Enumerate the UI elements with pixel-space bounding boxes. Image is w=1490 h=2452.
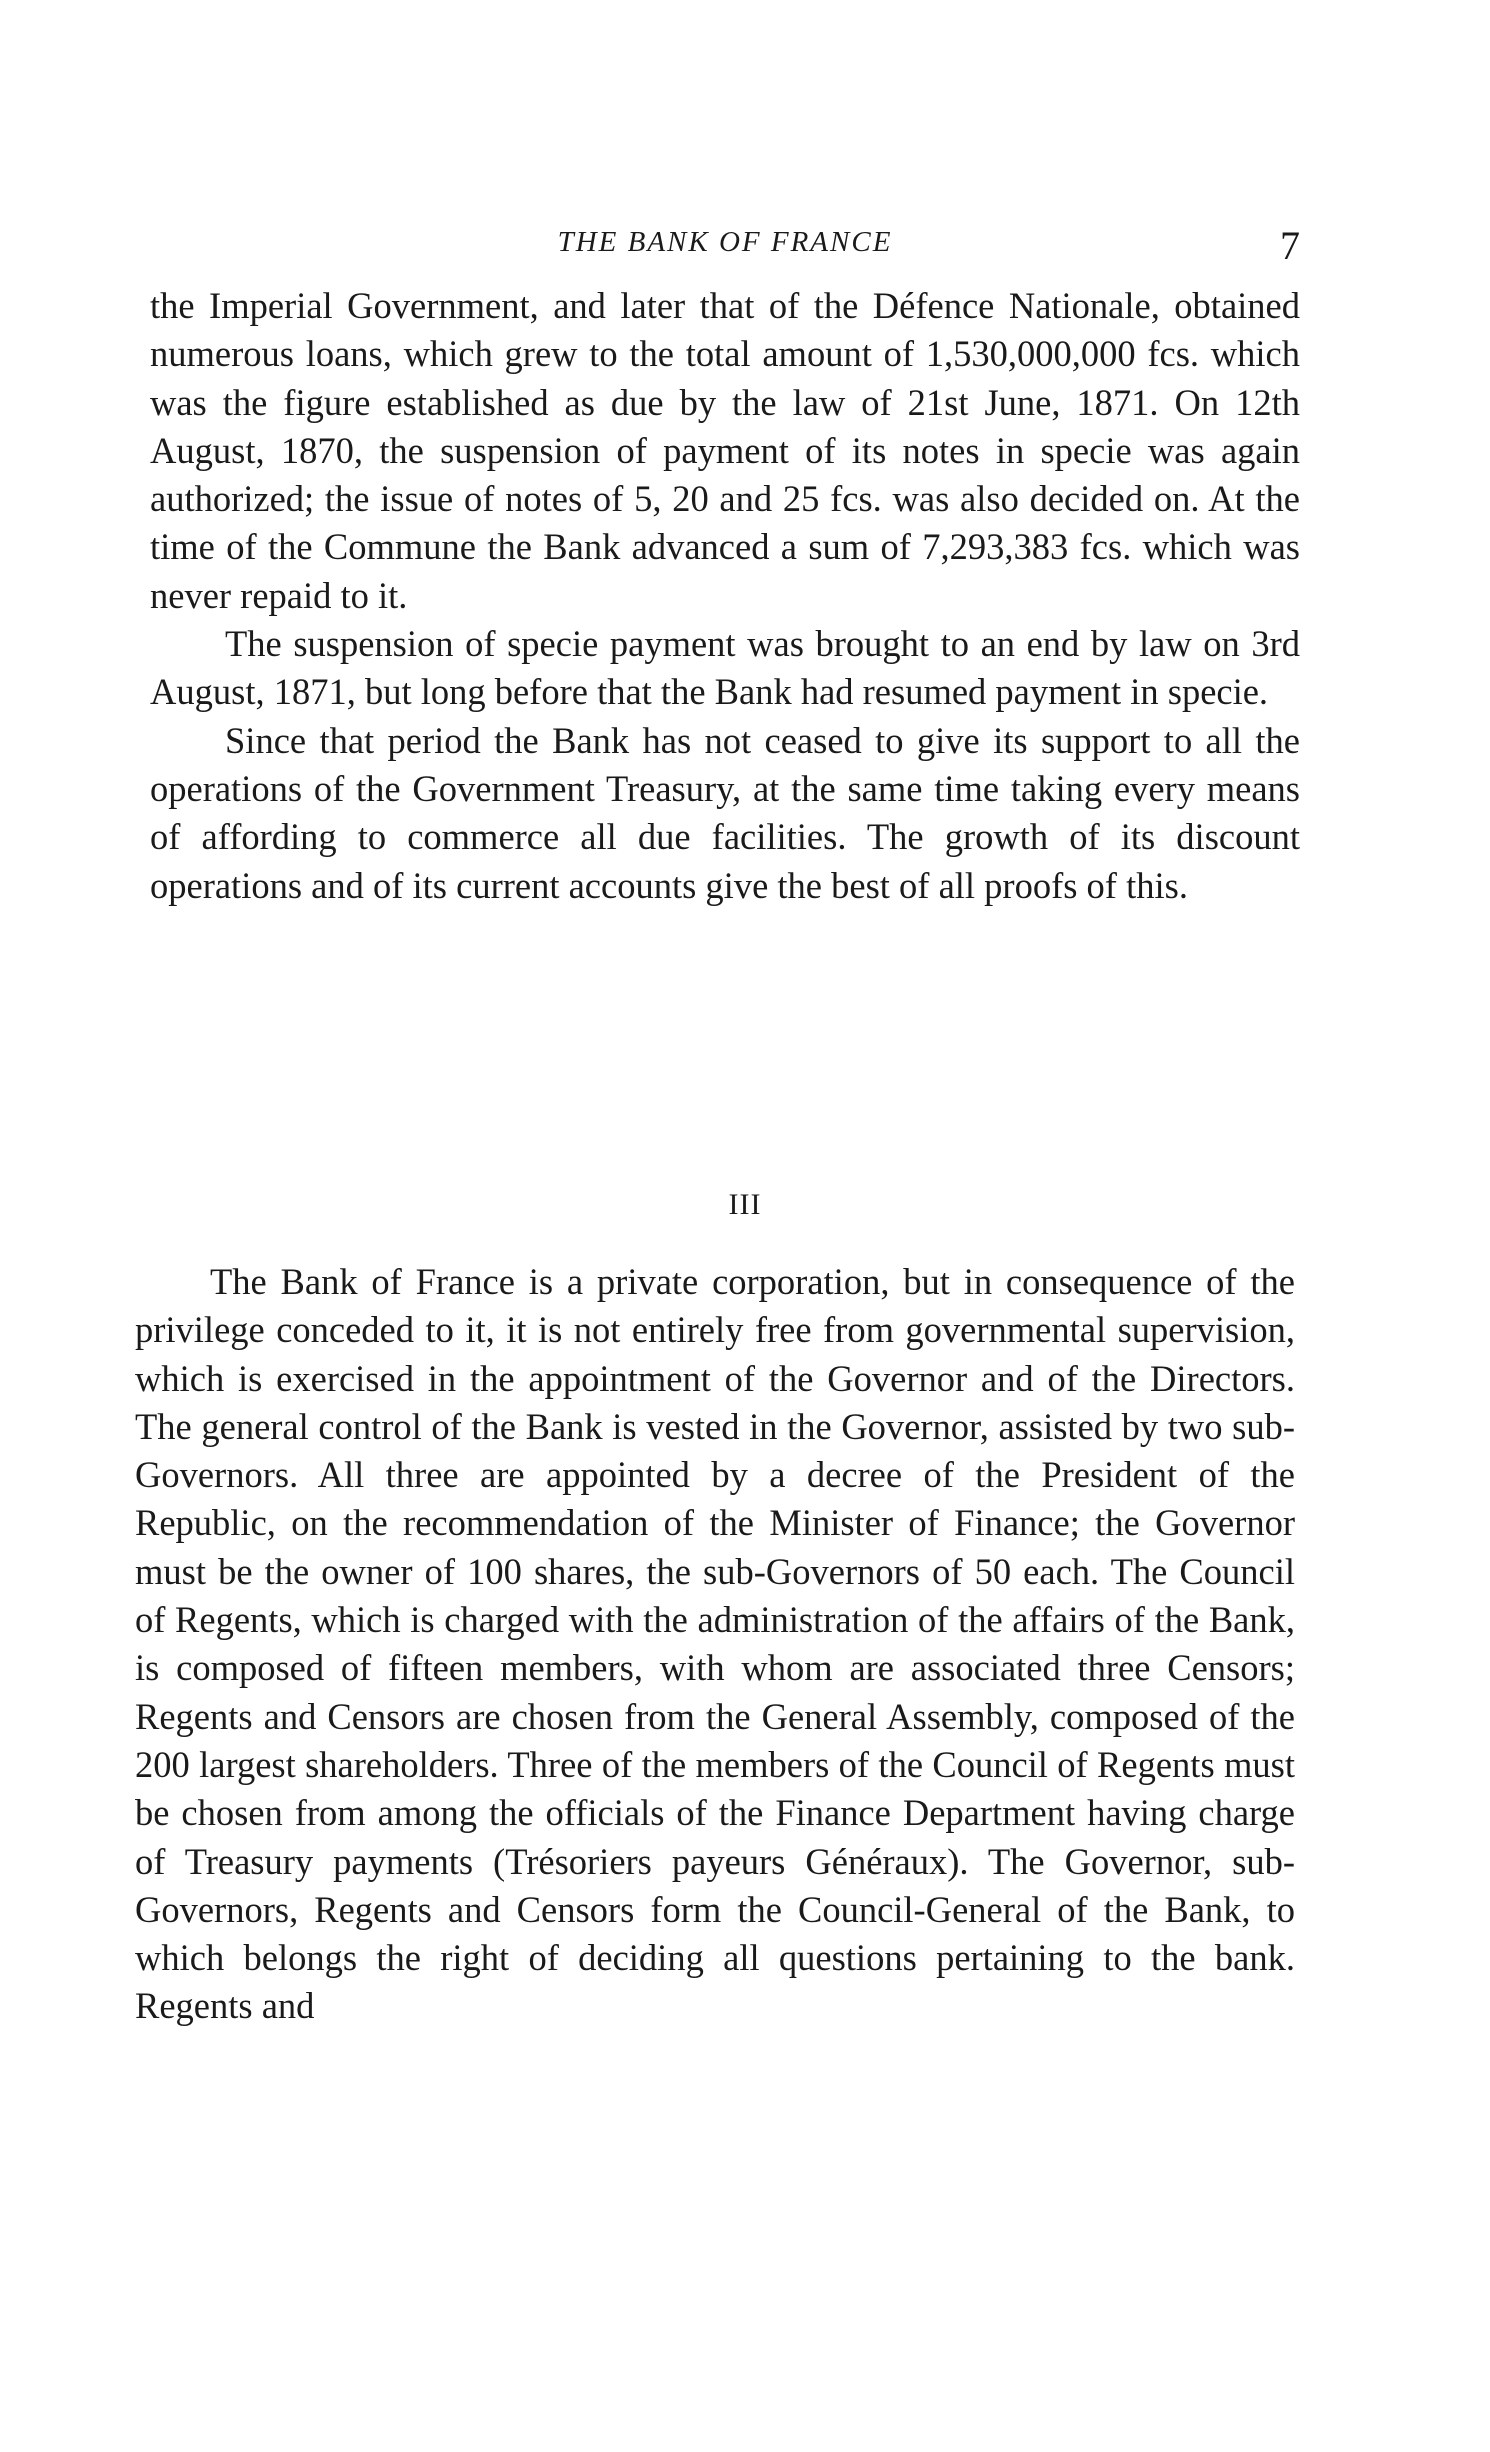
paragraph: The Bank of France is a private corporation, but in consequence of the privilege conceded to it, it is not entirely free from governmental supervision, which is exercised in the appointment of the Governor and of the Directors. The general control of the Bank is vested in the Governor, assisted by two sub-Governors. All three are appointed by a decree of the President of the Republic, on the recommendation of the Minister of Finance; the Governor must be the owner of 100 shares, the sub-Governors of 50 each. The Council of Regents, which is charged with the administration of the affairs of the Bank, is composed of fifteen members, with whom are associated three Censors; Regents and Censors are chosen from the General Assembly, composed of the 200 largest shareholders. Three of the members of the Council of Regents must be chosen from among the officials of the Finance Department having charge of Treasury payments (Trésoriers payeurs Généraux). The Governor, sub-Governors, Regents and Censors form the Council-General of the Bank, to which belongs the right of deciding all questions pertaining to the bank. Regents and <box>135 1261 1295 2027</box>
text-block-1 <box>150 282 1300 910</box>
text-block-2 <box>135 1258 1295 2031</box>
paragraph: Since that period the Bank has not ceased to give its support to all the operations of the Government Treasury, at the same time taking every means of affording to commerce all due facilities. The growth of its discount operations and of its current accounts give the best of all proofs of this. <box>150 719 1300 906</box>
running-title: THE BANK OF FRANCE <box>557 226 893 258</box>
paragraph: The suspension of specie payment was brought to an end by law on 3rd August, 1871, but long before that the Bank had resumed payment in specie. <box>150 623 1300 713</box>
running-head <box>140 222 1310 272</box>
section-heading: III <box>728 1188 762 1221</box>
paragraph: the Imperial Government, and later that of the Défence Nationale, obtained numerous loans, which grew to the total amount of 1,530,000,000 fcs. which was the figure established as due by the law of 21st June, 1871. On 12th August, 1870, the suspension of payment of its notes in specie was again authorized; the issue of notes of 5, 20 and 25 fcs. was also decided on. At the time of the Commune the Bank advanced a sum of 7,293,383 fcs. which was never repaid to it. <box>150 285 1300 616</box>
page-number: 7 <box>1280 223 1300 268</box>
